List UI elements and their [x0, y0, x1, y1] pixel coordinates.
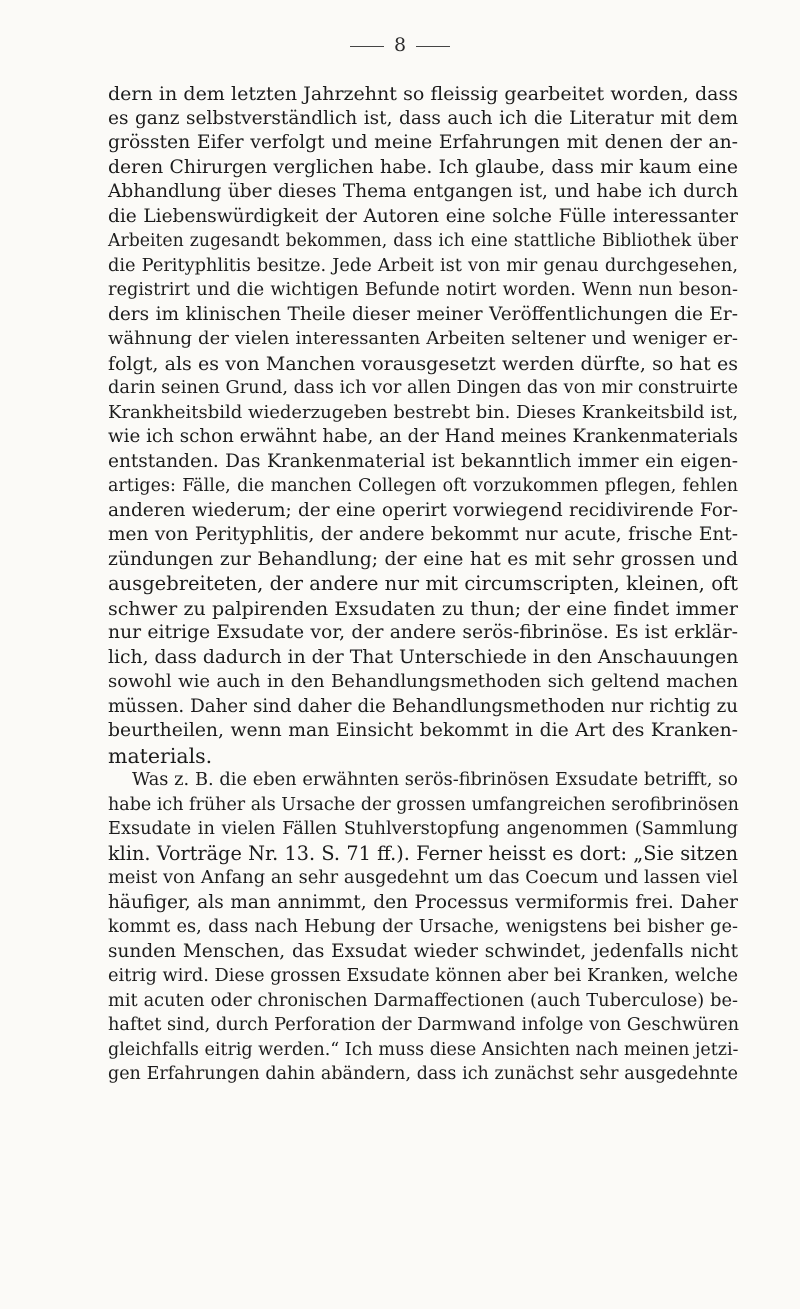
text-line: grössten Eifer verfolgt und meine Erfahrungen mit denen der an-: [108, 132, 738, 153]
text-line: ders im klinischen Theile dieser meiner Veröffentlichungen die Er-: [108, 303, 738, 325]
text-line: kommt es, dass nach Hebung der Ursache, wenigstens bei bisher ge-: [108, 917, 738, 937]
text-line: Krankheitsbild wiederzugeben bestrebt bin. Dieses Krankeitsbild ist,: [108, 401, 739, 423]
text-line: Was z. B. die eben erwähnten serös-fibrinösen Exsudate betrifft, so: [132, 770, 738, 790]
text-line: schwer zu palpirenden Exsudaten zu thun; der eine findet immer: [108, 597, 738, 620]
text-line: anderen wiederum; der eine operirt vorwiegend recidivirende For-: [108, 499, 738, 521]
text-line: artiges: Fälle, die manchen Collegen oft vorzukommen pflegen, fehlen: [108, 476, 738, 496]
text-line: Arbeiten zugesandt bekommen, dass ich eine stattliche Bibliothek über: [108, 231, 738, 251]
text-line: sowohl wie auch in den Behandlungsmethoden sich geltend machen: [108, 671, 738, 692]
text-line: Abhandlung über dieses Thema entgangen ist, und habe ich durch: [108, 181, 738, 202]
text-line: mit acuten oder chronischen Darmaffectionen (auch Tuberculose) be-: [108, 990, 738, 1011]
text-line: müssen. Daher sind daher die Behandlungsmethoden nur richtig zu: [108, 695, 738, 717]
right-dash-rule: [416, 46, 450, 47]
text-line: haftet sind, durch Perforation der Darmwand infolge von Geschwüren: [108, 1015, 740, 1035]
text-line: eitrig wird. Diese grossen Exsudate können aber bei Kranken, welche: [108, 966, 738, 986]
text-line: dern in dem letzten Jahrzehnt so fleissig gearbeitet worden, dass: [108, 83, 738, 105]
text-line: gleichfalls eitrig werden.“ Ich muss diese Ansichten nach meinen jetzi-: [108, 1039, 739, 1060]
text-line: entstanden. Das Krankenmaterial ist bekanntlich immer ein eigen-: [108, 450, 738, 472]
text-line: sunden Menschen, das Exsudat wieder schwindet, jedenfalls nicht: [108, 940, 738, 962]
text-line: darin seinen Grund, dass ich vor allen Dingen das von mir construirte: [108, 378, 738, 398]
text-line: wie ich schon erwähnt habe, an der Hand meines Krankenmaterials: [108, 426, 738, 447]
text-line: die Perityphlitis besitze. Jede Arbeit ist von mir genau durchgesehen,: [108, 255, 738, 276]
page-number: 8: [393, 34, 407, 56]
text-line: es ganz selbstverständlich ist, dass auch ich die Literatur mit dem: [108, 107, 738, 129]
text-line: die Liebenswürdigkeit der Autoren eine solche Fülle interessanter: [108, 205, 738, 227]
text-line: registrirt und die wichtigen Befunde notirt worden. Wenn nun beson-: [108, 280, 738, 300]
text-line: wähnung der vielen interessanten Arbeiten seltener und weniger er-: [108, 328, 738, 349]
text-line: folgt, als es von Manchen vorausgesetzt werden dürfte, so hat es: [108, 352, 738, 375]
text-line: zündungen zur Behandlung; der eine hat es mit sehr grossen und: [108, 548, 738, 570]
text-line: nur eitrige Exsudate vor, der andere serös-fibrinöse. Es ist erklär-: [108, 622, 738, 643]
text-line: klin. Vorträge Nr. 13. S. 71 ff.). Ferner heisst es dort: „Sie sitzen: [108, 841, 738, 865]
left-dash-rule: [350, 46, 384, 47]
text-line: men von Perityphlitis, der andere bekommt nur acute, frische Ent-: [108, 524, 738, 545]
text-line: meist von Anfang an sehr ausgedehnt um das Coecum und lassen viel: [108, 868, 738, 888]
text-line: materials.: [108, 743, 213, 768]
text-line: habe ich früher als Ursache der grossen umfangreichen serofibrinösen: [108, 794, 739, 815]
text-line: ausgebreiteten, der andere nur mit circumscripten, kleinen, oft: [108, 572, 738, 595]
text-line: beurtheilen, wenn man Einsicht bekommt in die Art des Kranken-: [108, 720, 738, 741]
body-text: [108, 82, 738, 1087]
text-line: Exsudate in vielen Fällen Stuhlverstopfung angenommen (Sammlung: [108, 819, 738, 839]
text-line: gen Erfahrungen dahin abändern, dass ich zunächst sehr ausgedehnte: [108, 1064, 738, 1084]
page-number-header: [0, 34, 800, 56]
text-line: lich, dass dadurch in der That Unterschiede in den Anschauungen: [108, 646, 739, 668]
text-line: häufiger, als man annimmt, den Processus vermiformis frei. Daher: [108, 891, 738, 913]
text-line: deren Chirurgen verglichen habe. Ich glaube, dass mir kaum eine: [108, 156, 738, 178]
